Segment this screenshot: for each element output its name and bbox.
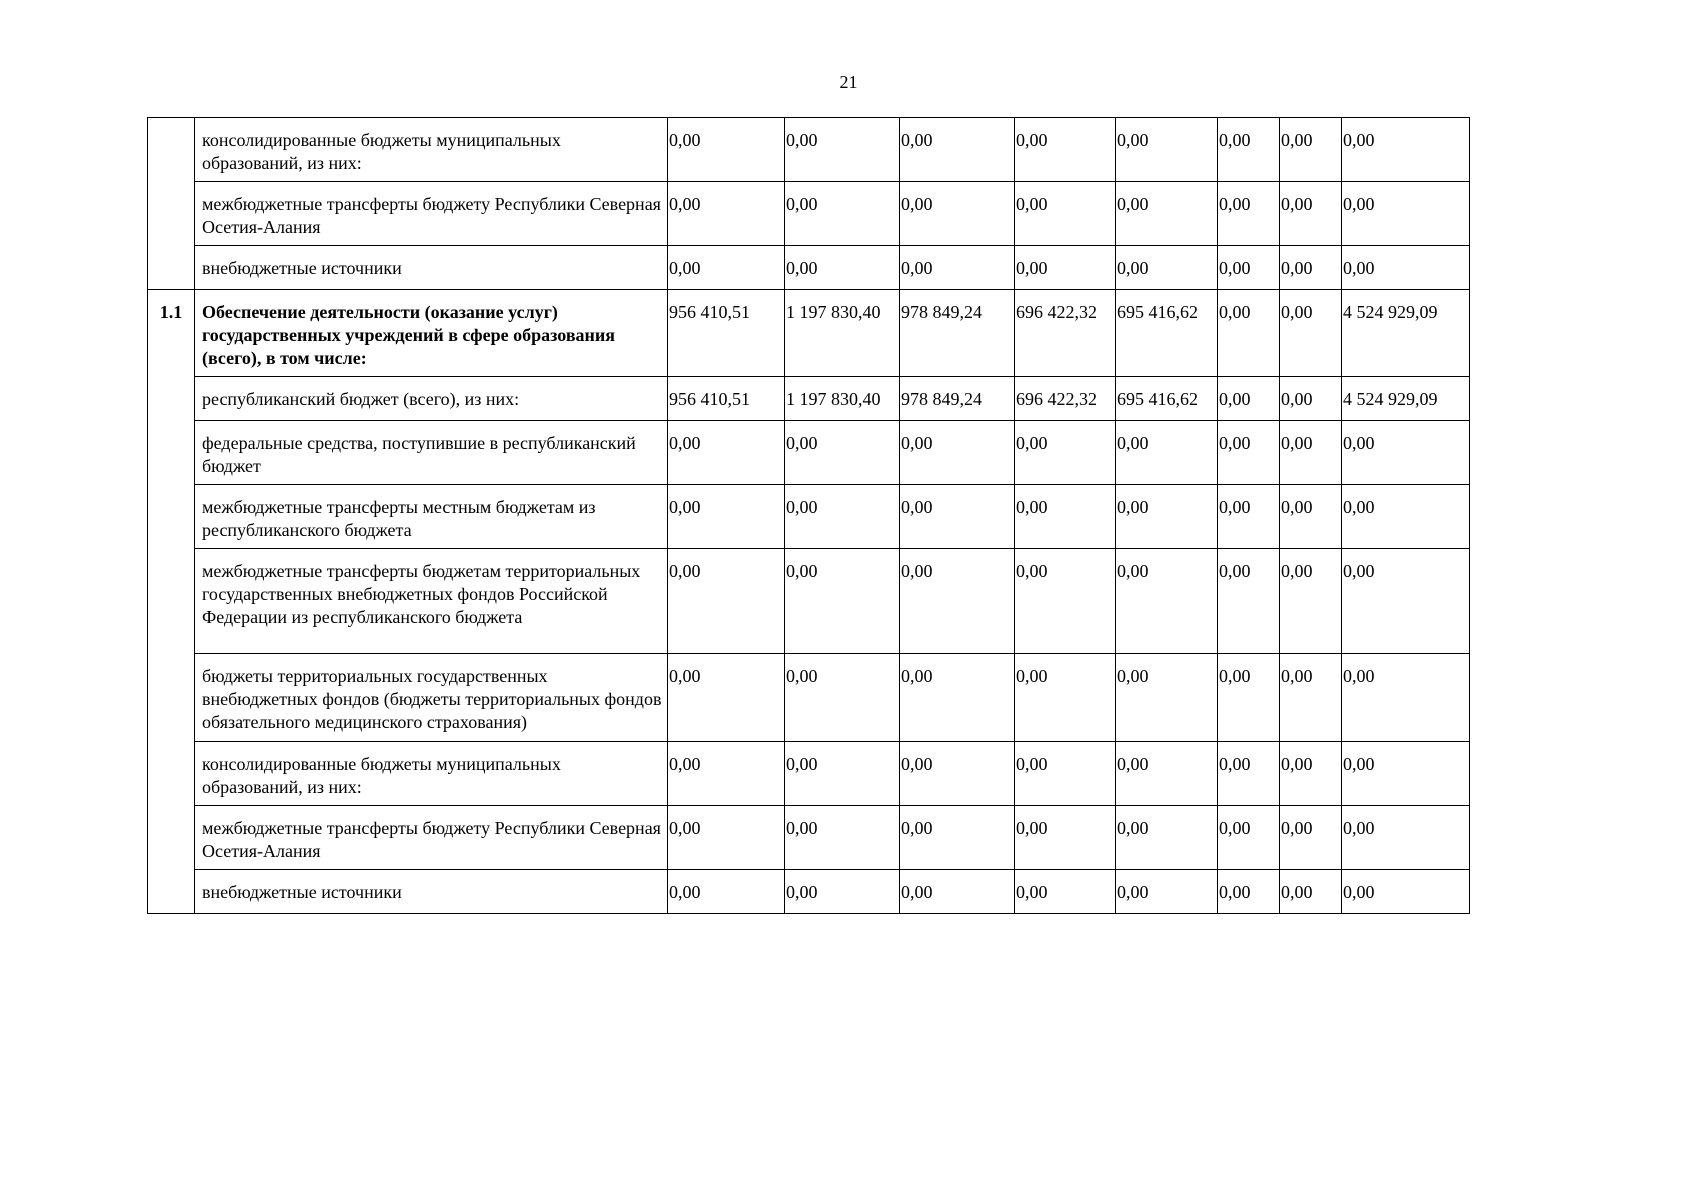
- value-cell: 0,00: [1280, 182, 1342, 246]
- value-cell: 4 524 929,09: [1342, 377, 1470, 421]
- value-cell: 0,00: [1280, 421, 1342, 485]
- row-label: федеральные средства, поступившие в республиканский бюджет: [195, 421, 668, 485]
- row-label: консолидированные бюджеты муниципальных образований, из них:: [195, 742, 668, 806]
- value-cell: 0,00: [1280, 118, 1342, 182]
- row-label: межбюджетные трансферты бюджету Республики Северная Осетия-Алания: [195, 182, 668, 246]
- value-cell: 0,00: [1015, 182, 1116, 246]
- value-cell: 0,00: [785, 182, 900, 246]
- value-cell: 956 410,51: [668, 377, 785, 421]
- value-cell: 0,00: [1342, 485, 1470, 549]
- row-label: бюджеты территориальных государственных внебюджетных фондов (бюджеты территориальных фондов обязательного медицинского страхования): [195, 654, 668, 742]
- row-label: внебюджетные источники: [195, 870, 668, 914]
- value-cell: 0,00: [1116, 806, 1218, 870]
- value-cell: 1 197 830,40: [785, 377, 900, 421]
- value-cell: 0,00: [900, 806, 1015, 870]
- table-row: [148, 870, 1470, 914]
- value-cell: 4 524 929,09: [1342, 290, 1470, 377]
- value-cell: 0,00: [1280, 485, 1342, 549]
- value-cell: 0,00: [1015, 246, 1116, 290]
- value-cell: 0,00: [1116, 182, 1218, 246]
- value-cell: 0,00: [785, 118, 900, 182]
- value-cell: 0,00: [1342, 806, 1470, 870]
- value-cell: 0,00: [1280, 742, 1342, 806]
- value-cell: 695 416,62: [1116, 290, 1218, 377]
- value-cell: 0,00: [785, 421, 900, 485]
- value-cell: 0,00: [900, 246, 1015, 290]
- table-row: [148, 246, 1470, 290]
- value-cell: 0,00: [785, 654, 900, 742]
- value-cell: 0,00: [1015, 485, 1116, 549]
- value-cell: 0,00: [1218, 246, 1280, 290]
- value-cell: 0,00: [668, 485, 785, 549]
- value-cell: 0,00: [1342, 742, 1470, 806]
- value-cell: 0,00: [1342, 118, 1470, 182]
- value-cell: 0,00: [1280, 549, 1342, 654]
- value-cell: 978 849,24: [900, 377, 1015, 421]
- value-cell: 956 410,51: [668, 290, 785, 377]
- table-row: [148, 806, 1470, 870]
- value-cell: 0,00: [1280, 870, 1342, 914]
- value-cell: 0,00: [1218, 485, 1280, 549]
- value-cell: 0,00: [1218, 421, 1280, 485]
- value-cell: 0,00: [1218, 182, 1280, 246]
- value-cell: 0,00: [1015, 654, 1116, 742]
- value-cell: 0,00: [1280, 806, 1342, 870]
- page-number: 21: [839, 72, 858, 92]
- value-cell: 0,00: [1015, 421, 1116, 485]
- value-cell: 0,00: [1342, 654, 1470, 742]
- value-cell: 978 849,24: [900, 290, 1015, 377]
- value-cell: 0,00: [1342, 182, 1470, 246]
- value-cell: 1 197 830,40: [785, 290, 900, 377]
- value-cell: 0,00: [1280, 654, 1342, 742]
- value-cell: 0,00: [1116, 118, 1218, 182]
- value-cell: 0,00: [1015, 806, 1116, 870]
- value-cell: 0,00: [1015, 742, 1116, 806]
- table-row: [148, 549, 1470, 654]
- row-label: республиканский бюджет (всего), из них:: [195, 377, 668, 421]
- value-cell: 0,00: [668, 182, 785, 246]
- table-row: [148, 421, 1470, 485]
- section-index: 1.1: [148, 290, 195, 914]
- value-cell: 0,00: [900, 485, 1015, 549]
- value-cell: 0,00: [1116, 246, 1218, 290]
- table-row: [148, 485, 1470, 549]
- table-row: [148, 182, 1470, 246]
- section-title-row: [148, 290, 1470, 377]
- value-cell: 0,00: [1342, 421, 1470, 485]
- table-row: [148, 118, 1470, 182]
- table-row: [148, 654, 1470, 742]
- value-cell: 0,00: [1218, 654, 1280, 742]
- table-row: [148, 377, 1470, 421]
- value-cell: 696 422,32: [1015, 377, 1116, 421]
- value-cell: 695 416,62: [1116, 377, 1218, 421]
- value-cell: 0,00: [1218, 806, 1280, 870]
- value-cell: 0,00: [1015, 870, 1116, 914]
- value-cell: 0,00: [1218, 377, 1280, 421]
- table-row: [148, 742, 1470, 806]
- row-label: межбюджетные трансферты бюджетам территориальных государственных внебюджетных фондов Российской Федерации из республиканского бюджета: [195, 549, 668, 654]
- index-cell-empty: [148, 118, 195, 290]
- value-cell: 0,00: [668, 742, 785, 806]
- value-cell: 696 422,32: [1015, 290, 1116, 377]
- row-label: консолидированные бюджеты муниципальных образований, из них:: [195, 118, 668, 182]
- value-cell: 0,00: [668, 246, 785, 290]
- value-cell: 0,00: [1218, 742, 1280, 806]
- row-label: внебюджетные источники: [195, 246, 668, 290]
- value-cell: 0,00: [1342, 246, 1470, 290]
- value-cell: 0,00: [785, 806, 900, 870]
- value-cell: 0,00: [1280, 246, 1342, 290]
- value-cell: 0,00: [900, 182, 1015, 246]
- value-cell: 0,00: [1015, 118, 1116, 182]
- value-cell: 0,00: [668, 421, 785, 485]
- value-cell: 0,00: [1218, 290, 1280, 377]
- section-title: Обеспечение деятельности (оказание услуг) государственных учреждений в сфере образования (всего), в том числе:: [195, 290, 668, 377]
- value-cell: 0,00: [1116, 654, 1218, 742]
- value-cell: 0,00: [900, 118, 1015, 182]
- value-cell: 0,00: [1218, 870, 1280, 914]
- value-cell: 0,00: [1218, 549, 1280, 654]
- value-cell: 0,00: [1218, 118, 1280, 182]
- value-cell: 0,00: [668, 870, 785, 914]
- value-cell: 0,00: [785, 246, 900, 290]
- value-cell: 0,00: [900, 870, 1015, 914]
- value-cell: 0,00: [668, 654, 785, 742]
- value-cell: 0,00: [668, 118, 785, 182]
- value-cell: 0,00: [785, 742, 900, 806]
- value-cell: 0,00: [1116, 549, 1218, 654]
- row-label: межбюджетные трансферты местным бюджетам из республиканского бюджета: [195, 485, 668, 549]
- value-cell: 0,00: [785, 870, 900, 914]
- value-cell: 0,00: [668, 549, 785, 654]
- value-cell: 0,00: [1280, 290, 1342, 377]
- budget-table: [147, 117, 1470, 914]
- budget-table-body: [148, 118, 1470, 914]
- value-cell: 0,00: [785, 549, 900, 654]
- value-cell: 0,00: [1116, 485, 1218, 549]
- value-cell: 0,00: [668, 806, 785, 870]
- value-cell: 0,00: [900, 742, 1015, 806]
- value-cell: 0,00: [1116, 742, 1218, 806]
- value-cell: 0,00: [1280, 377, 1342, 421]
- value-cell: 0,00: [1342, 549, 1470, 654]
- row-label: межбюджетные трансферты бюджету Республики Северная Осетия-Алания: [195, 806, 668, 870]
- value-cell: 0,00: [900, 654, 1015, 742]
- value-cell: 0,00: [785, 485, 900, 549]
- value-cell: 0,00: [900, 421, 1015, 485]
- value-cell: 0,00: [900, 549, 1015, 654]
- value-cell: 0,00: [1015, 549, 1116, 654]
- value-cell: 0,00: [1116, 421, 1218, 485]
- value-cell: 0,00: [1116, 870, 1218, 914]
- value-cell: 0,00: [1342, 870, 1470, 914]
